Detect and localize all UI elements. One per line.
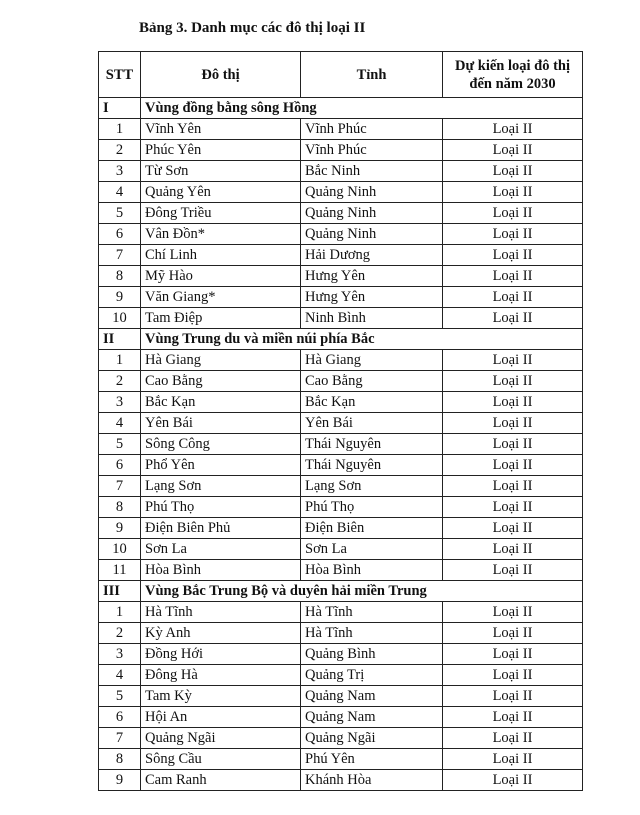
table-row (99, 665, 583, 686)
table-row (99, 266, 583, 287)
row-province: Sơn La (301, 539, 443, 560)
row-type: Loại II (443, 392, 583, 413)
row-stt: 11 (99, 560, 141, 581)
table-row (99, 770, 583, 791)
row-city: Hà Giang (141, 350, 301, 371)
row-province: Quảng Trị (301, 665, 443, 686)
table-row (99, 455, 583, 476)
row-type: Loại II (443, 644, 583, 665)
row-type: Loại II (443, 182, 583, 203)
row-city: Đồng Hới (141, 644, 301, 665)
row-type: Loại II (443, 602, 583, 623)
row-city: Từ Sơn (141, 161, 301, 182)
row-province: Quảng Ninh (301, 203, 443, 224)
row-city: Phú Thọ (141, 497, 301, 518)
row-type: Loại II (443, 623, 583, 644)
row-type: Loại II (443, 203, 583, 224)
row-province: Hà Giang (301, 350, 443, 371)
row-type: Loại II (443, 770, 583, 791)
row-city: Yên Bái (141, 413, 301, 434)
table-row (99, 350, 583, 371)
group-row (99, 581, 583, 602)
row-type: Loại II (443, 560, 583, 581)
row-type: Loại II (443, 707, 583, 728)
table-row (99, 245, 583, 266)
header-city: Đô thị (141, 52, 301, 98)
group-number: III (99, 581, 141, 602)
row-type: Loại II (443, 728, 583, 749)
row-stt: 5 (99, 434, 141, 455)
group-number: II (99, 329, 141, 350)
row-type: Loại II (443, 749, 583, 770)
row-city: Tam Điệp (141, 308, 301, 329)
table-row (99, 728, 583, 749)
header-type-line2: đến năm 2030 (469, 75, 556, 92)
row-province: Hưng Yên (301, 266, 443, 287)
row-stt: 5 (99, 686, 141, 707)
row-city: Cam Ranh (141, 770, 301, 791)
row-stt: 6 (99, 224, 141, 245)
group-row (99, 329, 583, 350)
row-city: Phúc Yên (141, 140, 301, 161)
row-stt: 8 (99, 749, 141, 770)
row-stt: 3 (99, 644, 141, 665)
row-stt: 10 (99, 539, 141, 560)
row-stt: 4 (99, 413, 141, 434)
row-stt: 7 (99, 728, 141, 749)
row-province: Vĩnh Phúc (301, 119, 443, 140)
row-type: Loại II (443, 497, 583, 518)
row-stt: 2 (99, 371, 141, 392)
row-type: Loại II (443, 539, 583, 560)
row-city: Chí Linh (141, 245, 301, 266)
row-stt: 4 (99, 182, 141, 203)
row-stt: 7 (99, 476, 141, 497)
row-province: Quảng Nam (301, 686, 443, 707)
table-row (99, 140, 583, 161)
row-province: Khánh Hòa (301, 770, 443, 791)
row-stt: 9 (99, 287, 141, 308)
table-row (99, 644, 583, 665)
row-city: Đông Hà (141, 665, 301, 686)
row-type: Loại II (443, 665, 583, 686)
header-type-line1: Dự kiến loại đô thị (454, 57, 571, 74)
row-type: Loại II (443, 308, 583, 329)
row-province: Quảng Bình (301, 644, 443, 665)
table-row (99, 434, 583, 455)
row-province: Quảng Ngãi (301, 728, 443, 749)
table-row (99, 497, 583, 518)
row-stt: 6 (99, 455, 141, 476)
row-stt: 10 (99, 308, 141, 329)
row-city: Sơn La (141, 539, 301, 560)
row-city: Văn Giang* (141, 287, 301, 308)
table-title: Bảng 3. Danh mục các đô thị loại II (139, 20, 366, 36)
row-province: Bắc Ninh (301, 161, 443, 182)
row-province: Quảng Nam (301, 707, 443, 728)
row-city: Đông Triều (141, 203, 301, 224)
row-province: Hà Tĩnh (301, 623, 443, 644)
table-row (99, 371, 583, 392)
row-province: Lạng Sơn (301, 476, 443, 497)
table-body (99, 98, 583, 791)
table-row (99, 287, 583, 308)
row-stt: 8 (99, 497, 141, 518)
row-province: Thái Nguyên (301, 455, 443, 476)
table-row (99, 224, 583, 245)
table-row (99, 392, 583, 413)
row-city: Quảng Yên (141, 182, 301, 203)
row-province: Hải Dương (301, 245, 443, 266)
group-row (99, 98, 583, 119)
header-type (443, 52, 583, 98)
row-province: Hà Tĩnh (301, 602, 443, 623)
table-row (99, 686, 583, 707)
table-row (99, 749, 583, 770)
row-type: Loại II (443, 287, 583, 308)
row-type: Loại II (443, 476, 583, 497)
row-city: Vĩnh Yên (141, 119, 301, 140)
row-province: Quảng Ninh (301, 224, 443, 245)
row-province: Phú Thọ (301, 497, 443, 518)
row-type: Loại II (443, 161, 583, 182)
row-type: Loại II (443, 266, 583, 287)
group-name: Vùng đồng bằng sông Hồng (141, 98, 583, 119)
row-city: Phổ Yên (141, 455, 301, 476)
row-city: Hòa Bình (141, 560, 301, 581)
row-province: Cao Bằng (301, 371, 443, 392)
row-stt: 7 (99, 245, 141, 266)
row-city: Mỹ Hào (141, 266, 301, 287)
row-city: Quảng Ngãi (141, 728, 301, 749)
table-row (99, 476, 583, 497)
row-type: Loại II (443, 434, 583, 455)
row-province: Bắc Kạn (301, 392, 443, 413)
row-city: Tam Kỳ (141, 686, 301, 707)
table-row (99, 413, 583, 434)
header-stt: STT (99, 52, 141, 98)
row-stt: 3 (99, 392, 141, 413)
row-type: Loại II (443, 686, 583, 707)
row-type: Loại II (443, 350, 583, 371)
row-stt: 8 (99, 266, 141, 287)
row-type: Loại II (443, 413, 583, 434)
header-province: Tỉnh (301, 52, 443, 98)
row-city: Bắc Kạn (141, 392, 301, 413)
row-stt: 4 (99, 665, 141, 686)
row-type: Loại II (443, 518, 583, 539)
row-province: Ninh Bình (301, 308, 443, 329)
row-city: Vân Đồn* (141, 224, 301, 245)
row-province: Thái Nguyên (301, 434, 443, 455)
row-province: Điện Biên (301, 518, 443, 539)
row-city: Hội An (141, 707, 301, 728)
table-row (99, 119, 583, 140)
row-type: Loại II (443, 140, 583, 161)
table-row (99, 539, 583, 560)
header-row (99, 52, 583, 98)
row-city: Cao Bằng (141, 371, 301, 392)
table-row (99, 308, 583, 329)
row-stt: 1 (99, 350, 141, 371)
table-row (99, 518, 583, 539)
row-province: Quảng Ninh (301, 182, 443, 203)
row-city: Lạng Sơn (141, 476, 301, 497)
row-province: Phú Yên (301, 749, 443, 770)
table-row (99, 707, 583, 728)
row-type: Loại II (443, 245, 583, 266)
row-type: Loại II (443, 455, 583, 476)
row-stt: 9 (99, 518, 141, 539)
row-stt: 5 (99, 203, 141, 224)
table-row (99, 203, 583, 224)
row-city: Kỳ Anh (141, 623, 301, 644)
row-type: Loại II (443, 371, 583, 392)
row-stt: 2 (99, 623, 141, 644)
row-stt: 9 (99, 770, 141, 791)
table-row (99, 161, 583, 182)
row-province: Hòa Bình (301, 560, 443, 581)
table-row (99, 623, 583, 644)
row-city: Sông Công (141, 434, 301, 455)
row-stt: 3 (99, 161, 141, 182)
row-city: Hà Tĩnh (141, 602, 301, 623)
row-stt: 1 (99, 602, 141, 623)
row-type: Loại II (443, 224, 583, 245)
group-number: I (99, 98, 141, 119)
row-city: Sông Cầu (141, 749, 301, 770)
row-city: Điện Biên Phủ (141, 518, 301, 539)
row-type: Loại II (443, 119, 583, 140)
row-province: Hưng Yên (301, 287, 443, 308)
row-stt: 6 (99, 707, 141, 728)
table-row (99, 560, 583, 581)
row-province: Vĩnh Phúc (301, 140, 443, 161)
group-name: Vùng Trung du và miền núi phía Bắc (141, 329, 583, 350)
row-province: Yên Bái (301, 413, 443, 434)
group-name: Vùng Bắc Trung Bộ và duyên hải miền Trung (141, 581, 583, 602)
urban-table (98, 51, 583, 791)
row-stt: 2 (99, 140, 141, 161)
table-row (99, 602, 583, 623)
table-row (99, 182, 583, 203)
row-stt: 1 (99, 119, 141, 140)
